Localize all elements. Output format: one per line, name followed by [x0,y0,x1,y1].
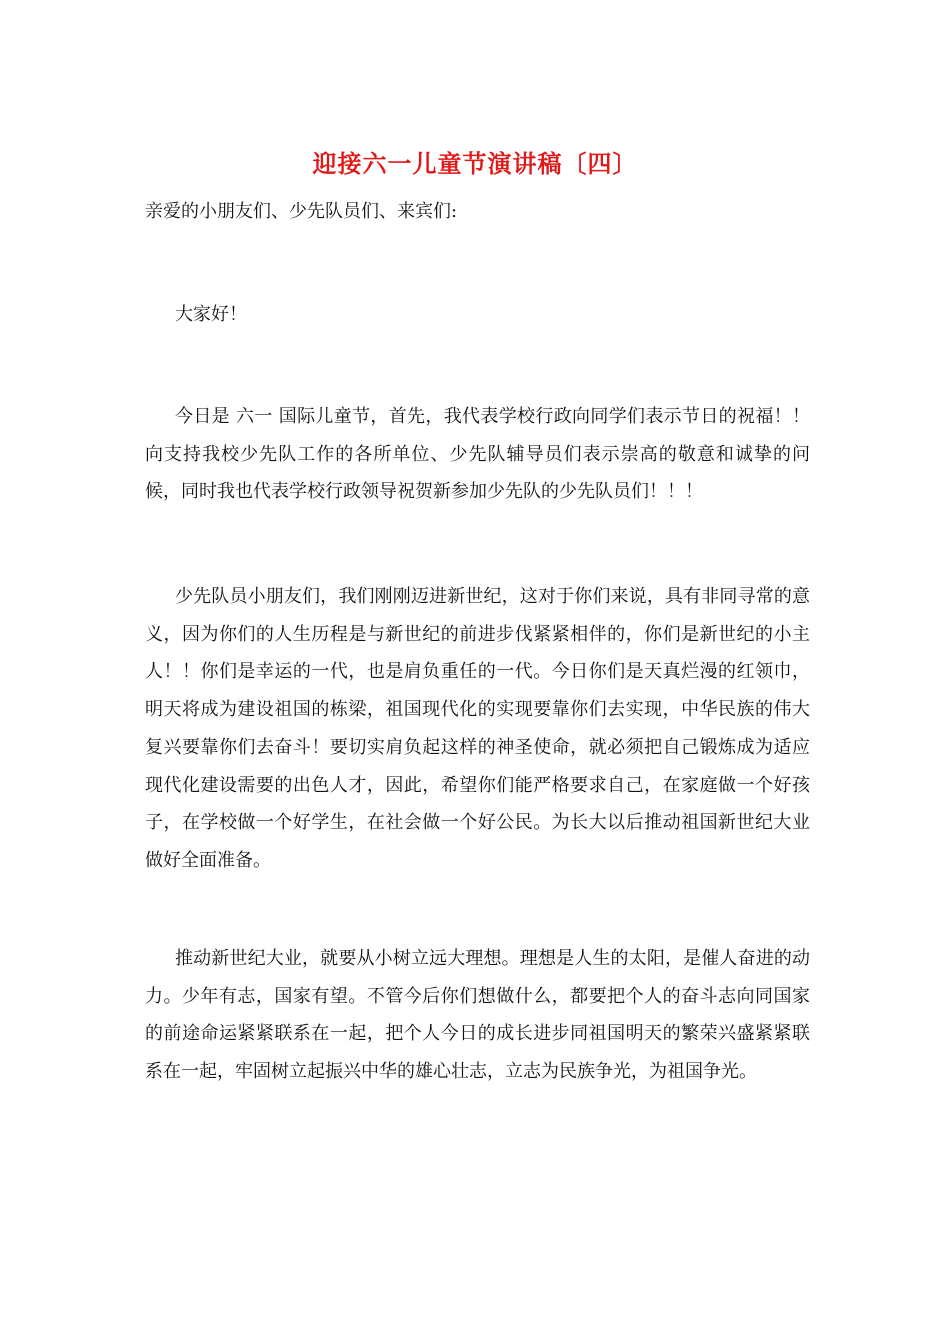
document-title: 迎接六一儿童节演讲稿〔四〕 [312,149,638,178]
paragraph-2: 少先队员小朋友们，我们刚刚迈进新世纪，这对于你们来说，具有非同寻常的意义，因为你们的人生历程是与新世纪的前进步伐紧紧相伴的，你们是新世纪的小主人！！你们是幸运的一代，也是肩负重任的一代。今日你们是天真烂漫的红领巾，明天将成为建设祖国的栋梁，祖国现代化的实现要靠你们去实现，中华民族的伟大复兴要靠你们去奋斗！要切实肩负起这样的神圣使命，就必须把自己锻炼成为适应现代化建设需要的出色人才，因此，希望你们能严格要求自己，在家庭做一个好孩子，在学校做一个好学生，在社会做一个好公民。为长大以后推动祖国新世纪大业做好全面准备。 [145,586,810,871]
paragraph-3: 推动新世纪大业，就要从小树立远大理想。理想是人生的太阳，是催人奋进的动力。少年有志，国家有望。不管今后你们想做什么，都要把个人的奋斗志向同国家的前途命运紧紧联系在一起，把个人今日的成长进步同祖国明天的繁荣兴盛紧紧联系在一起，牢固树立起振兴中华的雄心壮志，立志为民族争光，为祖国争光。 [145,948,810,1083]
paragraph-greeting: 大家好！ [175,304,247,325]
salutation: 亲爱的小朋友们、少先队员们、来宾们: [145,201,458,222]
paragraph-1: 今日是 六一 国际儿童节，首先，我代表学校行政向同学们表示节日的祝福！！向支持我校少先队工作的各所单位、少先队辅导员们表示崇高的敬意和诚挚的问候，同时我也代表学校行政领导祝贺新参加少先队的少先队员们！！！ [145,406,810,503]
